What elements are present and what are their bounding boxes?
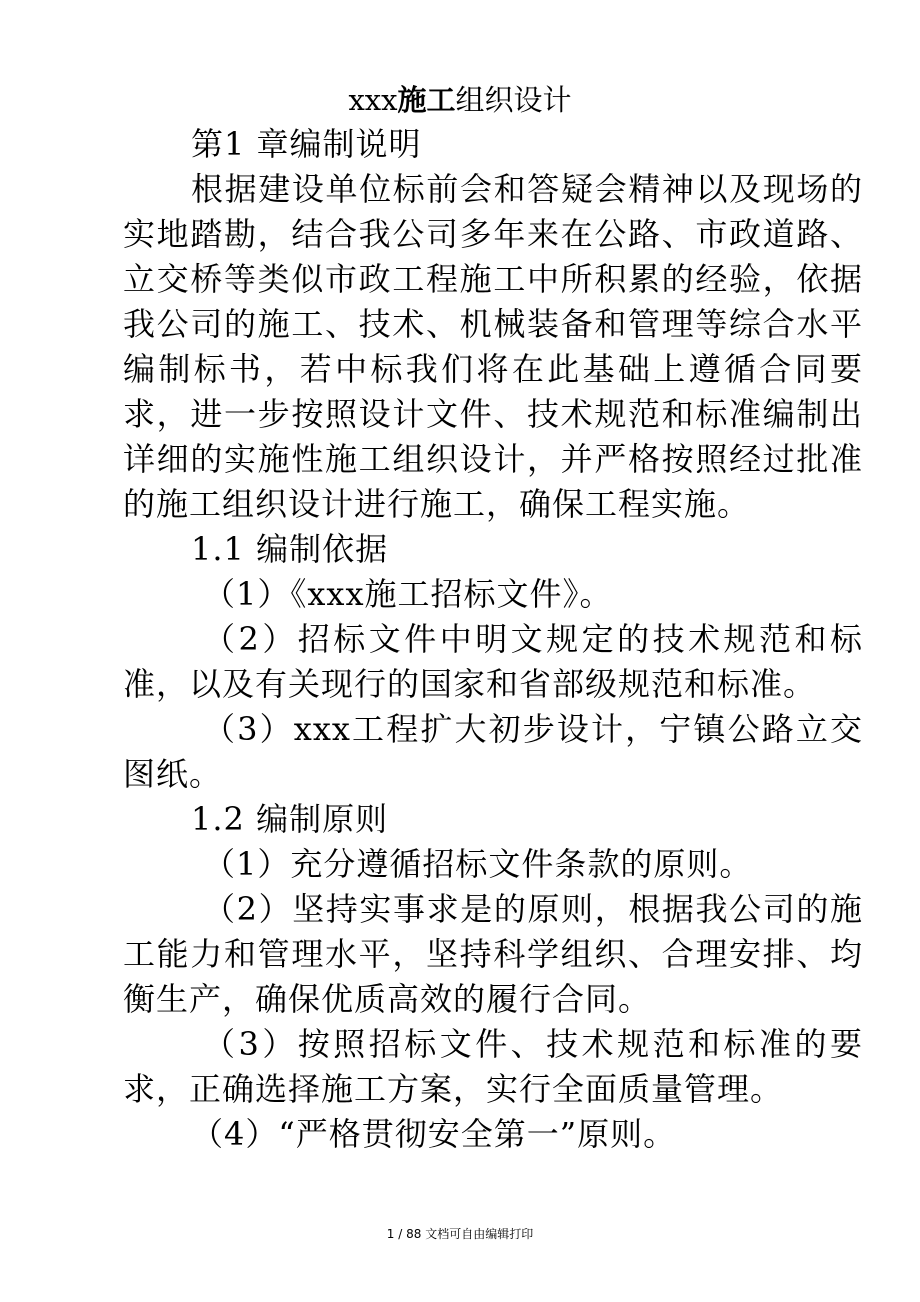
title-bold-part: 施工 xyxy=(397,83,456,117)
title-prefix: xxx xyxy=(348,83,398,117)
basis-item-2: （2）招标文件中明文规定的技术规范和标准，以及有关现行的国家和省部级规范和标准。 xyxy=(123,620,863,703)
document-body xyxy=(123,122,863,1157)
intro-paragraph: 根据建设单位标前会和答疑会精神以及现场的实地踏勘，结合我公司多年来在公路、市政道路、立交桥等类似市政工程施工中所积累的经验，依据我公司的施工、技术、机械装备和管理等综合水平编制标书，若中标我们将在此基础上遵循合同要求，进一步按照设计文件、技术规范和标准编制出详细的实施性施工组织设计，并严格按照经过批准的施工组织设计进行施工，确保工程实施。 xyxy=(123,170,863,523)
chapter-heading: 第1 章编制说明 xyxy=(191,125,422,163)
basis-item-3: （3）xxx工程扩大初步设计，宁镇公路立交图纸。 xyxy=(123,710,863,793)
section-1-1-heading: 1.1 编制依据 xyxy=(191,530,389,568)
document-title xyxy=(0,80,920,120)
page-footer: 1 / 88 文档可自由编辑打印 xyxy=(386,1227,534,1241)
section-1-2-heading: 1.2 编制原则 xyxy=(191,800,389,838)
basis-item-1: （1）《xxx施工招标文件》。 xyxy=(203,575,613,613)
principle-item-3: （3）按照招标文件、技术规范和标准的要求，正确选择施工方案，实行全面质量管理。 xyxy=(123,1025,863,1108)
principle-item-4: （4）“严格贯彻安全第一”原则。 xyxy=(191,1115,677,1153)
principle-item-2: （2）坚持实事求是的原则，根据我公司的施工能力和管理水平，坚持科学组织、合理安排、均衡生产，确保优质高效的履行合同。 xyxy=(123,890,863,1018)
principle-item-1: （1）充分遵循招标文件条款的原则。 xyxy=(203,845,753,883)
title-rest: 组织设计 xyxy=(455,83,572,117)
